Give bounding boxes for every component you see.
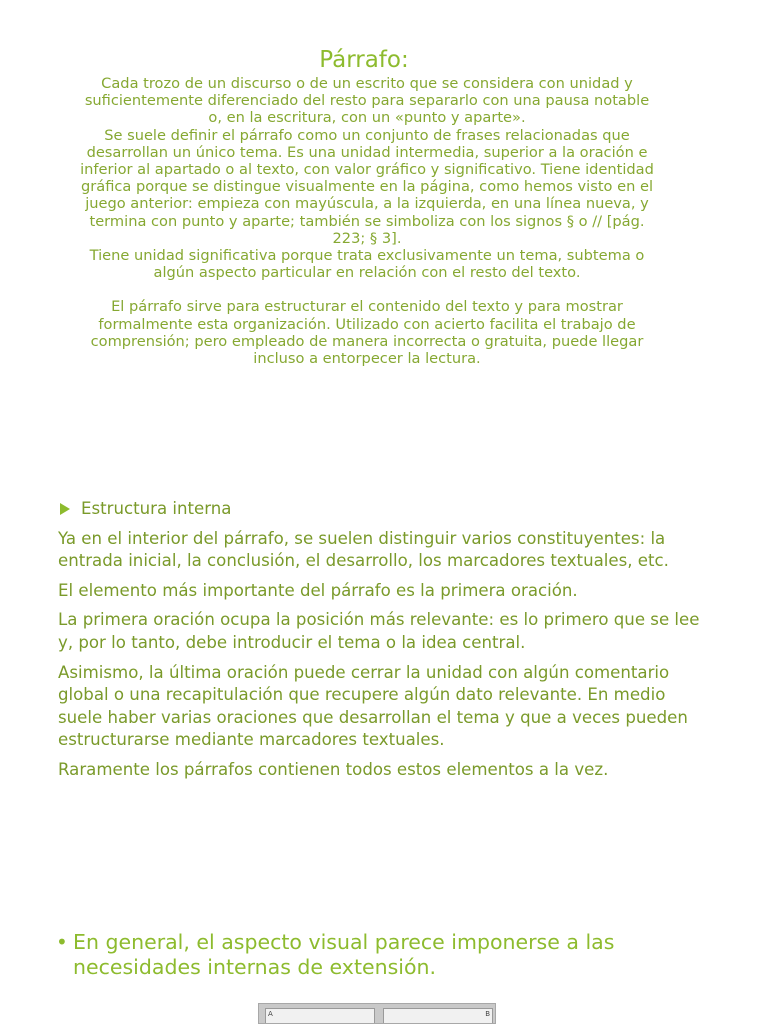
bullet-item <box>56 930 706 980</box>
body-paragraph: El elemento más importante del párrafo es la primera oración. <box>58 580 578 600</box>
example-figure <box>258 1003 496 1024</box>
internal-structure-section <box>58 498 708 789</box>
body-paragraph: Asimismo, la última oración puede cerrar la unidad con algún comentario global o una recapitulación que recupere algún dato relevante. En medio suele haber varias oraciones que desarrollan el tema y que a veces pueden estructurarse mediante marcadores textuales. <box>58 662 688 750</box>
figure-panel-a <box>265 1008 375 1024</box>
meaning-paragraph: Tiene unidad significativa porque trata exclusivamente un tema, subtema o algún aspecto particular en relación con el resto del texto. <box>89 247 645 282</box>
body-paragraph: La primera oración ocupa la posición más relevante: es lo primero que se lee y, por lo tanto, debe introducir el tema o la idea central. <box>58 610 700 652</box>
page-title: Párrafo: <box>319 47 409 73</box>
bullet-text: En general, el aspecto visual parece imponerse a las necesidades internas de extensión. <box>73 930 615 979</box>
description-paragraph: Se suele definir el párrafo como un conjunto de frases relacionadas que desarrollan un único tema. Es una unidad intermedia, superior a la oración e inferior al apartado o al texto, con valor gráfico y significativo. Tiene identidad gráfica porque se distingue visualmente en la página, como hemos visto en el juego anterior: empieza con mayúscula, a la izquierda, en una línea nueva, y termina con punto y aparte; también se simboliza con los signos § o // [pág. 223; § 3]. <box>80 126 654 247</box>
figure-label-a: A <box>268 1010 273 1018</box>
section-heading <box>58 498 708 521</box>
body-paragraph: Ya en el interior del párrafo, se suelen distinguir varios constituyentes: la entrada inicial, la conclusión, el desarrollo, los marcadores textuales, etc. <box>58 528 669 571</box>
definition-block <box>78 75 656 367</box>
bullet-dot-icon: • <box>56 930 68 954</box>
figure-label-b: B <box>485 1010 490 1018</box>
figure-panel-b <box>383 1008 493 1024</box>
purpose-paragraph: El párrafo sirve para estructurar el contenido del texto y para mostrar formalmente esta organización. Utilizado con acierto facilita el trabajo de comprensión; pero empleado de manera incorrecta o gratuita, puede llegar incluso a entorpecer la lectura. <box>90 298 644 368</box>
definition-paragraph: Cada trozo de un discurso o de un escrito que se considera con unidad y suficientemente diferenciado del resto para separarlo con una pausa notable o, en la escritura, con un «punto y aparte». <box>84 75 650 127</box>
section-heading-text: Estructura interna <box>81 499 232 518</box>
body-paragraph: Raramente los párrafos contienen todos estos elementos a la vez. <box>58 759 609 779</box>
triangle-bullet-icon <box>60 503 70 515</box>
